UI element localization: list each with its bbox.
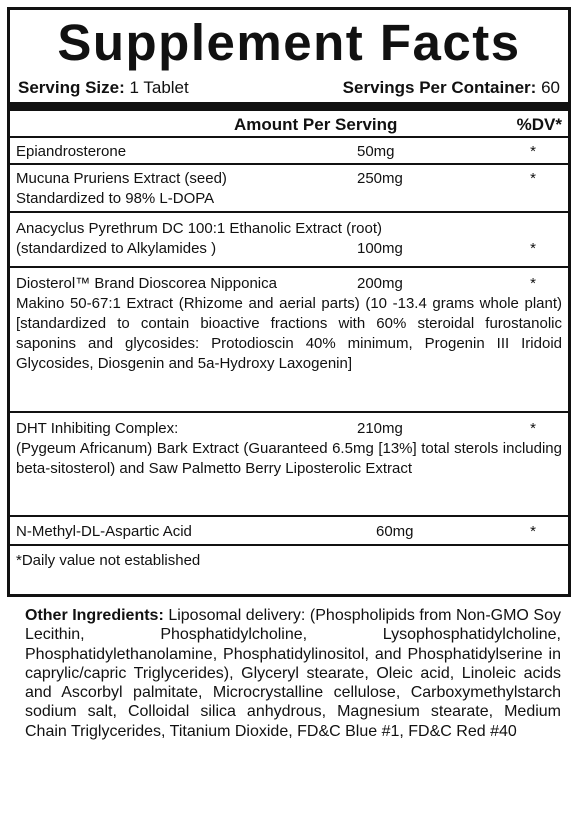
- servings-per-container-value: 60: [541, 78, 560, 97]
- ingredient-row: [10, 268, 568, 413]
- footnote: *Daily value not established: [16, 552, 201, 569]
- servings-per-container: [343, 76, 560, 102]
- column-header: [10, 111, 568, 138]
- serving-info: [10, 76, 568, 102]
- ingredient-row: [10, 213, 568, 268]
- ingredient-dv: *: [530, 170, 536, 187]
- ingredient-name: DHT Inhibiting Complex:: [16, 420, 179, 437]
- ingredient-detail: Makino 50-67:1 Extract (Rhizome and aerial parts) (10 -13.4 grams whole plant) [standardized to contain bioactive fractions with 60% steroidal furostanolic saponins and glycosides: Protodioscin 40% minimum, Progenin III Iridoid Glycosides, Diosgenin and 5a-Hydroxy Laxogenin]: [16, 295, 562, 372]
- amount-per-serving-header: Amount Per Serving: [234, 115, 398, 134]
- thick-divider: [10, 102, 568, 111]
- ingredient-detail: (Pygeum Africanum) Bark Extract (Guaranteed 6.5mg [13%] total sterols including beta-sitosterol) and Saw Palmetto Berry Liposterolic Extract: [16, 440, 562, 477]
- ingredient-row: [10, 517, 568, 546]
- ingredient-name: Anacyclus Pyrethrum DC 100:1 Ethanolic Extract (root): [16, 220, 382, 237]
- ingredient-amount: 50mg: [357, 143, 395, 160]
- other-ingredients: [25, 606, 561, 741]
- serving-size: [18, 76, 189, 102]
- footnote-row: [10, 546, 568, 576]
- ingredient-amount: 100mg: [357, 240, 403, 257]
- ingredient-row: [10, 138, 568, 165]
- serving-size-label: Serving Size:: [18, 78, 125, 97]
- ingredient-row: [10, 413, 568, 517]
- supplement-facts-panel: [7, 7, 571, 597]
- dv-header: %DV*: [516, 115, 562, 134]
- ingredient-dv: *: [530, 275, 536, 292]
- ingredient-dv: *: [530, 420, 536, 437]
- serving-size-value: 1 Tablet: [129, 78, 189, 97]
- ingredient-detail: Standardized to 98% L-DOPA: [16, 190, 215, 207]
- ingredient-name: Epiandrosterone: [16, 143, 127, 160]
- ingredient-amount: 210mg: [357, 420, 403, 437]
- ingredient-dv: *: [530, 240, 536, 257]
- ingredient-dv: *: [530, 523, 536, 540]
- ingredient-amount: 250mg: [357, 170, 403, 187]
- ingredient-name: Mucuna Pruriens Extract (seed): [16, 170, 227, 187]
- servings-per-container-label: Servings Per Container:: [342, 78, 537, 97]
- ingredient-row: [10, 165, 568, 213]
- ingredient-amount: 200mg: [357, 275, 403, 292]
- ingredient-dv: *: [530, 143, 536, 160]
- other-ingredients-label: Other Ingredients:: [25, 607, 164, 624]
- other-ingredients-text: Liposomal delivery: (Phospholipids from Non-GMO Soy Lecithin, Phosphatidylcholine, Lysophosphatidylcholine, Phosphatidylethanolamine, Phosphatidylinositol, and Phosphatidylserine in caprylic/capric Triglycerides), Glyceryl stearate, Oleic acid, Linoleic acids and Ascorbyl palmitate, Microcrystalline cellulose, Carboxymethylstarch sodium salt, Colloidal silica anhydrous, Magnesium stearate, Medium Chain Triglycerides, Titanium Dioxide, FD&C Blue #1, FD&C Red #40: [25, 607, 561, 740]
- ingredient-amount: 60mg: [376, 523, 414, 540]
- panel-title: Supplement Facts: [57, 14, 521, 71]
- ingredient-detail: (standardized to Alkylamides ): [16, 240, 217, 257]
- ingredient-name: Diosterol™ Brand Dioscorea Nipponica: [16, 275, 277, 292]
- ingredient-name: N-Methyl-DL-Aspartic Acid: [16, 523, 192, 540]
